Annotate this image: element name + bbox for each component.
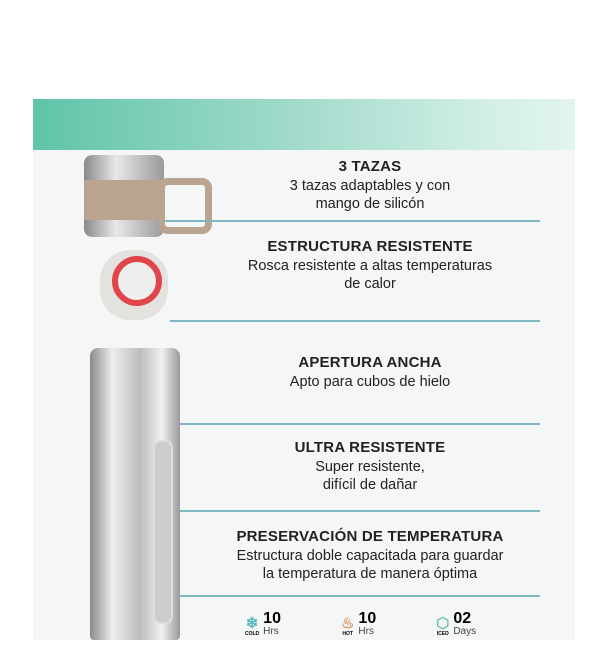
divider: [180, 510, 540, 512]
divider: [180, 423, 540, 425]
feature-title: PRESERVACIÓN DE TEMPERATURA: [236, 528, 504, 545]
feature-opening: [200, 354, 540, 391]
feature-desc: Estructura doble capacitada para guardar la temperatura de manera óptima: [236, 548, 504, 582]
feature-title: 3 TAZAS: [338, 158, 402, 175]
feature-cups: [200, 158, 540, 213]
divider: [170, 320, 540, 322]
divider: [180, 595, 540, 597]
bottle-window: [153, 440, 173, 624]
feature-desc: 3 tazas adaptables y con mango de silicón: [289, 178, 451, 212]
feature-desc: Rosca resistente a altas temperaturas de calor: [247, 258, 493, 292]
stat-cold: ❄ COLD 10 Hrs: [245, 610, 281, 637]
cup-silicone-band: [84, 180, 164, 220]
feature-desc: Apto para cubos de hielo: [289, 374, 451, 390]
stats-row: [245, 612, 476, 637]
divider: [165, 220, 540, 222]
feature-temperature: [200, 528, 540, 583]
feature-ultra: [200, 439, 540, 494]
feature-title: ULTRA RESISTENTE: [294, 439, 446, 456]
feature-desc: Super resistente, difícil de dañar: [315, 459, 425, 493]
ice-cube-icon: ⬡: [436, 615, 450, 632]
heat-icon: ♨: [340, 615, 355, 632]
feature-title: ESTRUCTURA RESISTENTE: [267, 238, 473, 255]
stat-hot: ♨ HOT 10 Hrs: [340, 610, 377, 637]
header-gradient-band: [33, 99, 575, 150]
feature-structure: [200, 238, 540, 293]
feature-title: APERTURA ANCHA: [298, 354, 442, 371]
snowflake-icon: ❄: [245, 615, 259, 632]
cap-button: [112, 256, 162, 306]
stat-iced: ⬡ ICED 02 Days: [436, 610, 477, 637]
